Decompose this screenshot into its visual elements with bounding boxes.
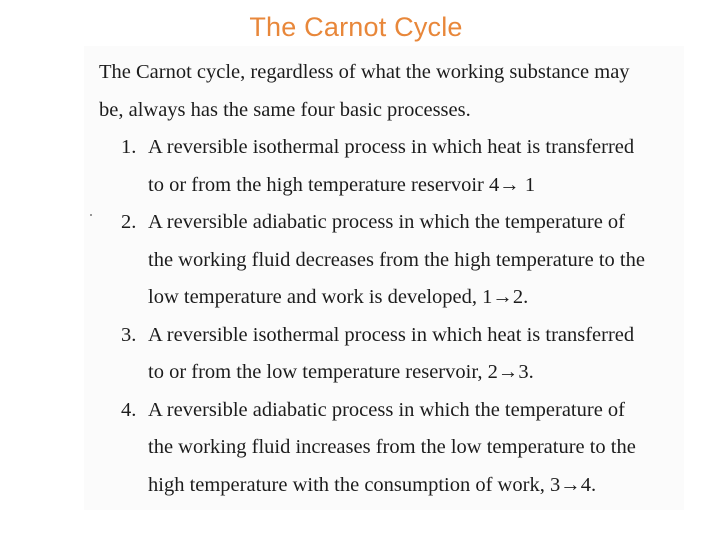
item-line: A reversible adiabatic process in which the temperature of bbox=[148, 211, 626, 233]
process-item-1 bbox=[99, 129, 684, 204]
item-number: 1. bbox=[121, 136, 137, 158]
item-number: 4. bbox=[121, 398, 137, 421]
item-number: 2. bbox=[121, 211, 137, 233]
intro-line: be, always has the same four basic processes. bbox=[99, 98, 471, 121]
item-line: the working fluid decreases from the high temperature to the bbox=[148, 248, 645, 271]
scan-speck bbox=[90, 214, 92, 216]
item-line: to or from the low temperature reservoir, 2→3. bbox=[148, 361, 534, 383]
slide-title: The Carnot Cycle bbox=[249, 12, 463, 42]
item-line: A reversible isothermal process in which heat is transferred bbox=[148, 136, 635, 158]
item-line: low temperature and work is developed, 1→2. bbox=[148, 286, 529, 308]
intro-line: The Carnot cycle, regardless of what the working substance may bbox=[99, 61, 630, 83]
item-line: A reversible adiabatic process in which the temperature of bbox=[148, 398, 626, 421]
process-item-4 bbox=[99, 392, 684, 505]
process-item-2 bbox=[99, 204, 684, 317]
item-line: high temperature with the consumption of work, 3→4. bbox=[148, 473, 597, 496]
process-item-3 bbox=[99, 317, 684, 392]
item-number: 3. bbox=[121, 323, 137, 346]
item-line: the working fluid increases from the low temperature to the bbox=[148, 436, 636, 458]
item-line: to or from the high temperature reservoir 4→ 1 bbox=[148, 173, 536, 196]
scanned-body-text bbox=[99, 54, 684, 504]
item-line: A reversible isothermal process in which heat is transferred bbox=[148, 323, 635, 346]
